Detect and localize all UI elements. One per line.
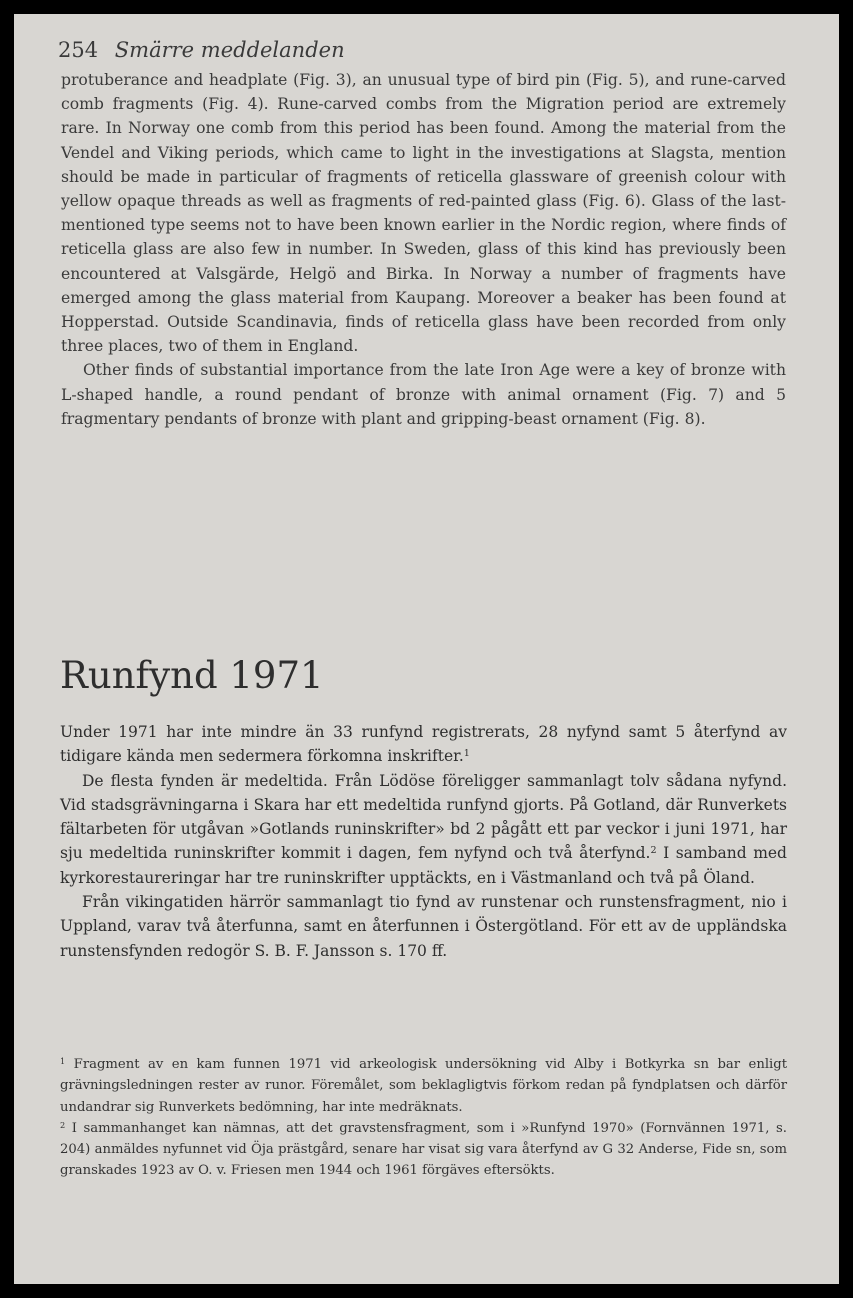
footnote-2 <box>60 1118 787 1182</box>
page-number: 254 <box>58 38 99 62</box>
runfynd-body-text <box>60 720 787 963</box>
english-paragraph-1: protuberance and headplate (Fig. 3), an unusual type of bird pin (Fig. 5), and rune-carved comb fragments (Fig. 4). Rune-carved combs from the Migration period are extremely rare. In Norway one comb from this period has been found. Among the material from the Vendel and Viking periods, which came to light in the investigations at Slagsta, mention should be made in particular of fragments of reticella glassware of greenish colour with yellow opaque threads as well as fragments of red-painted glass (Fig. 6). Glass of the last-mentioned type seems not to have been known earlier in the Nordic region, where finds of reticella glass are also few in number. In Sweden, glass of this kind has previously been encountered at Valsgärde, Helgö and Birka. In Norway a number of fragments have emerged among the glass material from Kaupang. Moreover a beaker has been found at Hopperstad. Outside Scandinavia, finds of reticella glass have been recorded from only three places, two of them in England. <box>61 71 786 356</box>
section-heading: Runfynd 1971 <box>60 654 324 697</box>
runfynd-paragraph-1 <box>60 720 787 769</box>
footnote-ref-1[interactable]: 1 <box>463 748 470 760</box>
runfynd-paragraph-1-text: Under 1971 har inte mindre än 33 runfynd registrerats, 28 nyfynd samt 5 återfynd av tidigare kända men sedermera förkomna inskrifter. <box>60 723 787 766</box>
runfynd-paragraph-2-text-a: De flesta fynden är medeltida. Från Lödöse föreligger sammanlagt tolv sådana nyfynd. Vid stadsgrävningarna i Skara har ett medeltida runfynd gjorts. På Gotland, där Runverkets fältarbeten för utgåvan »Gotlands runinskrifter» bd 2 pågått ett par veckor i juni 1971, har sju medeltida runinskrifter kommit i dagen, fem nyfynd och två återfynd. <box>60 771 787 863</box>
runfynd-paragraph-2 <box>60 769 787 890</box>
footnote-1-text: Fragment av en kam funnen 1971 vid arkeologisk undersökning vid Alby i Botkyrka sn bar enligt grävningsledningen rester av runor. Föremålet, som beklagligtvis förkom redan på fyndplatsen och därför undandrar sig Runverkets bedömning, har inte medräknats. <box>60 1057 787 1115</box>
footnote-2-marker: 2 <box>60 1119 66 1130</box>
footnote-1-marker: 1 <box>60 1055 66 1066</box>
book-page <box>14 14 839 1284</box>
footnote-1 <box>60 1054 787 1118</box>
runfynd-paragraph-2-text-b: I samband med kyrkorestaureringar har tre runinskrifter upptäckts, en i Västmanland och två på Öland. <box>60 844 787 887</box>
english-article-text <box>61 68 786 431</box>
english-paragraph-2: Other finds of substantial importance from the late Iron Age were a key of bronze with L-shaped handle, a round pendant of bronze with animal ornament (Fig. 7) and 5 fragmentary pendants of bronze with plant and gripping-beast ornament (Fig. 8). <box>61 361 786 428</box>
footnote-ref-2[interactable]: 2 <box>650 845 657 857</box>
runfynd-paragraph-3: Från vikingatiden härrör sammanlagt tio fynd av runstenar och runstensfragment, nio i Uppland, varav två återfunna, samt en återfunnen i Östergötland. För ett av de uppländska runstensfynden redogör S. B. F. Jansson s. 170 ff. <box>60 893 787 960</box>
running-head <box>58 38 345 62</box>
footnotes <box>60 1054 787 1182</box>
running-title: Smärre meddelanden <box>114 38 345 62</box>
footnote-2-text: I sammanhanget kan nämnas, att det gravstensfragment, som i »Runfynd 1970» (Fornvännen 1971, s. 204) anmäldes nyfunnet vid Öja prästgård, senare har visat sig vara återfynd av G 32 Anderse, Fide sn, som granskades 1923 av O. v. Friesen men 1944 och 1961 förgäves eftersökts. <box>60 1120 787 1179</box>
